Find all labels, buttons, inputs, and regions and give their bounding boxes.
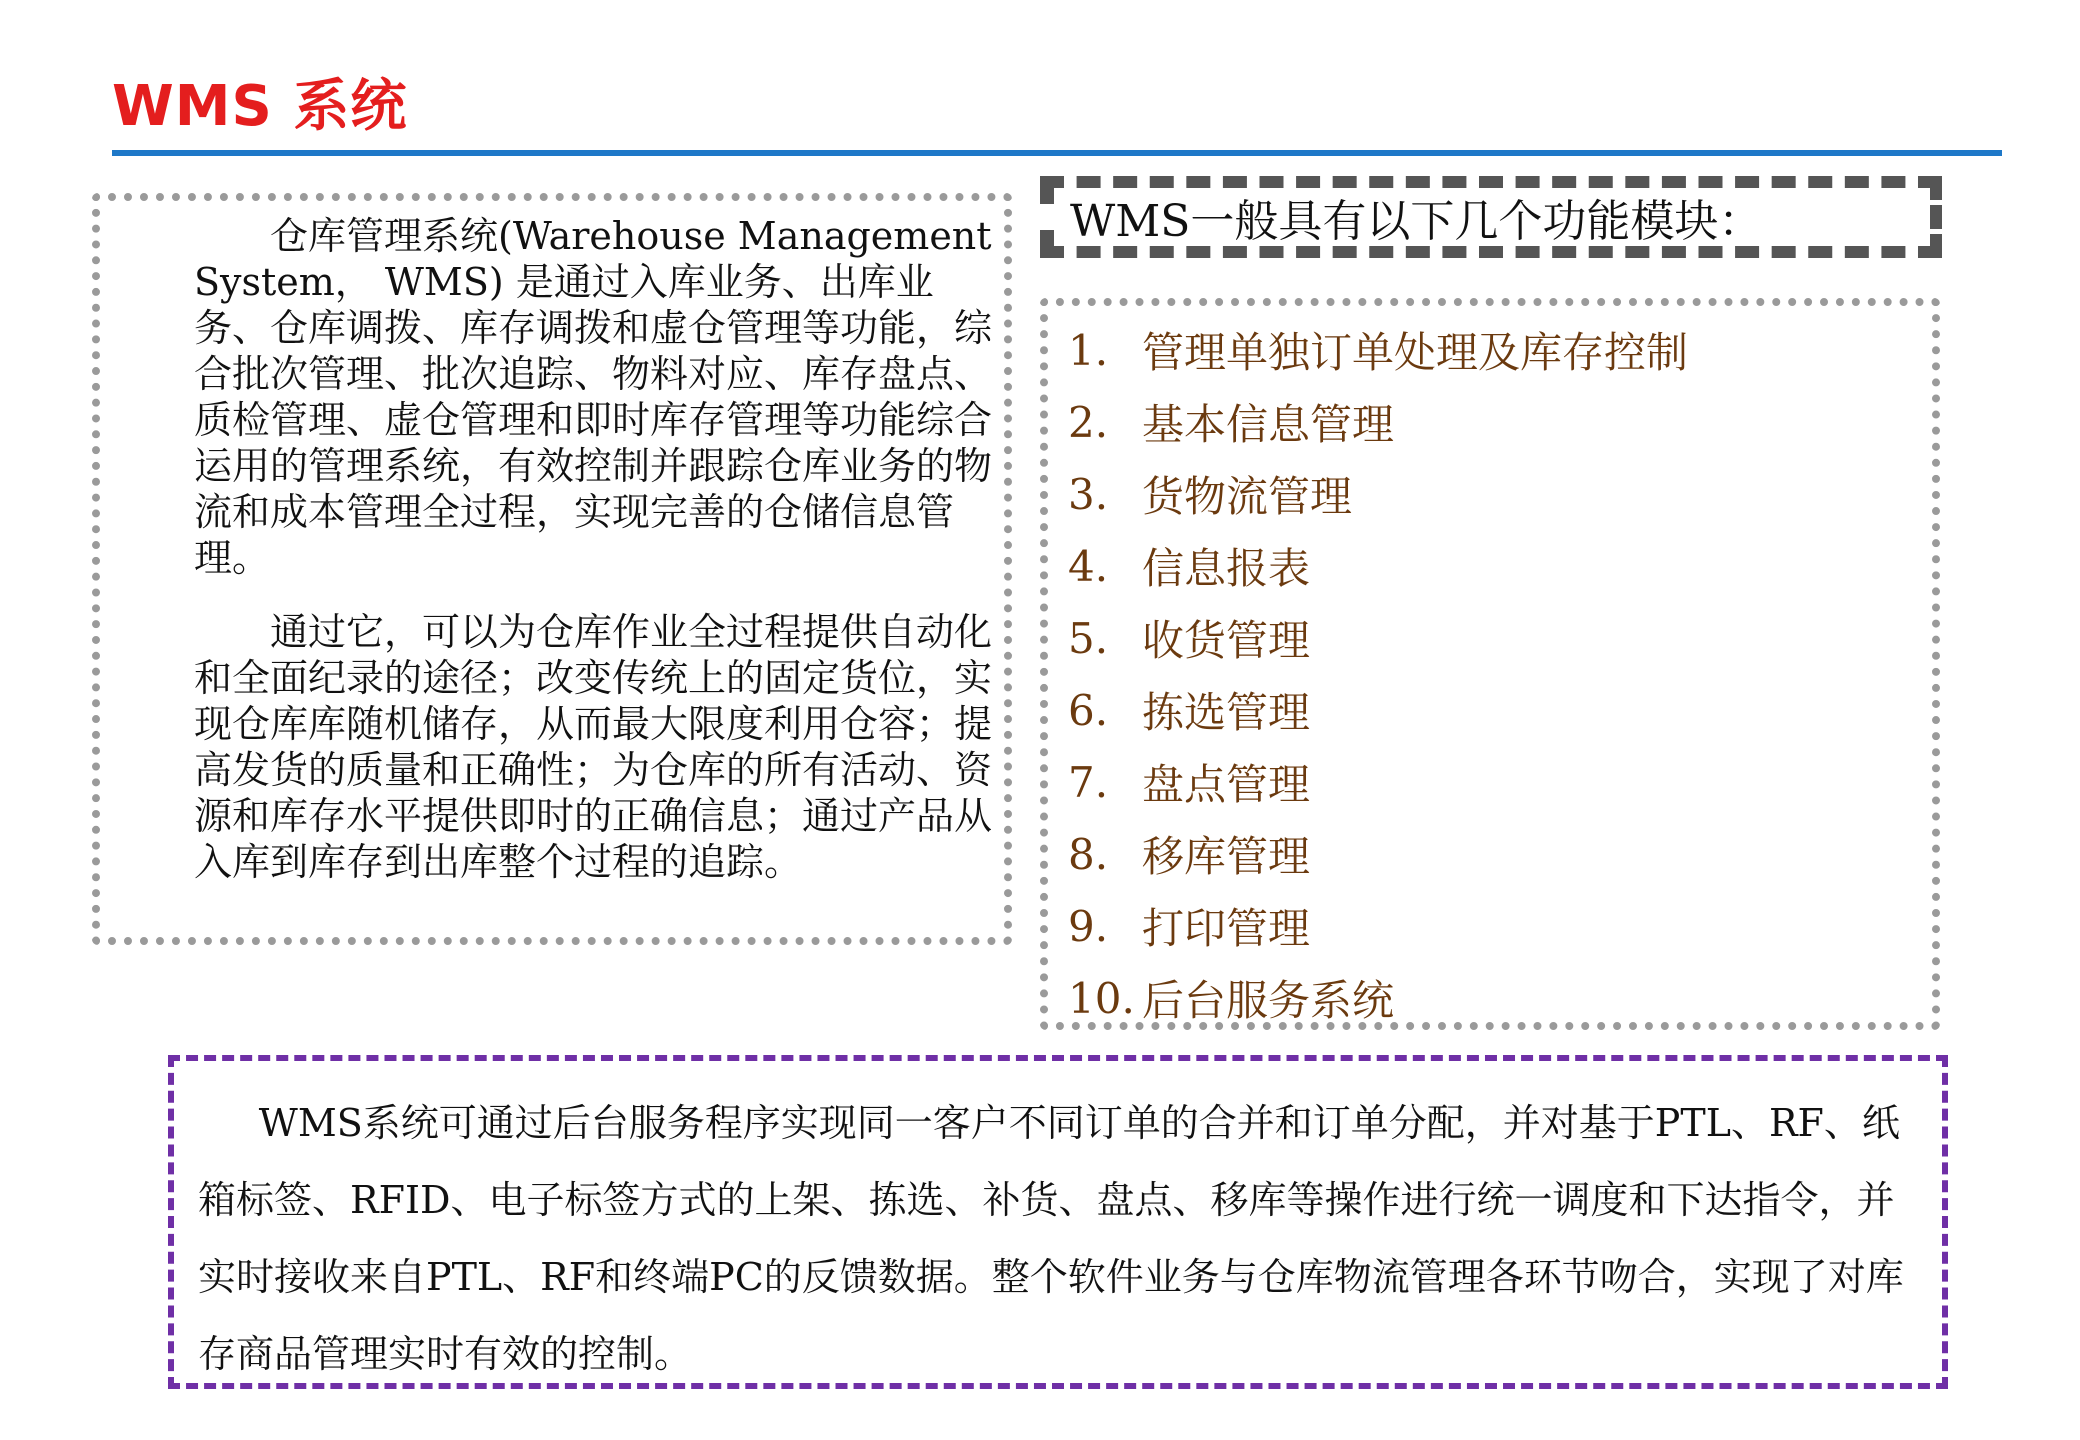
summary-panel [168, 1055, 1948, 1389]
list-item-number: 1. [1068, 325, 1109, 375]
intro-panel [92, 193, 1012, 945]
list-item [1068, 890, 1688, 962]
list-item-label: 盘点管理 [1142, 760, 1311, 809]
summary-text: WMS系统可通过后台服务程序实现同一客户不同订单的合并和订单分配，并对基于PTL、RF、纸箱标签、RFID、电子标签方式的上架、拣选、补货、盘点、移库等操作进行统一调度和下达指令，并实时接收来自PTL、RF和终端PC的反馈数据。整个软件业务与仓库物流管理各环节吻合，实现了对库存商品管理实时有效的控制。 [198, 1101, 1904, 1376]
intro-text [194, 213, 1000, 913]
list-item-label: 信息报表 [1142, 544, 1311, 593]
title-divider [112, 150, 2002, 156]
list-item [1068, 458, 1688, 530]
intro-paragraph-2: 通过它，可以为仓库作业全过程提供自动化和全面纪录的途径；改变传统上的固定货位，实现仓库库随机储存，从而最大限度利用仓容；提高发货的质量和正确性；为仓库的所有活动、资源和库存水平提供即时的正确信息；通过产品从入库到库存到出库整个过程的追踪。 [194, 610, 993, 884]
list-item-number: 7. [1068, 757, 1109, 807]
list-item-number: 6. [1068, 685, 1109, 735]
page-title: WMS 系统 [112, 74, 408, 139]
modules-panel [1040, 298, 1940, 1030]
list-item [1068, 962, 1688, 1034]
intro-paragraph-1: 仓库管理系统(Warehouse Management System， WMS) 是通过入库业务、出库业务、仓库调拨、库存调拨和虚仓管理等功能，综合批次管理、批次追踪、物料对应、库存盘点、质检管理、虚仓管理和即时库存管理等功能综合运用的管理系统，有效控制并跟踪仓库业务的物流和成本管理全过程，实现完善的仓储信息管理。 [194, 214, 993, 580]
list-item [1068, 314, 1688, 386]
list-item-label: 收货管理 [1142, 616, 1311, 665]
modules-heading: WMS一般具有以下几个功能模块： [1070, 196, 1763, 247]
list-item-number: 9. [1068, 901, 1109, 951]
list-item-label: 移库管理 [1142, 832, 1311, 881]
modules-list [1068, 314, 1688, 1034]
list-item-label: 基本信息管理 [1142, 400, 1395, 449]
list-item [1068, 530, 1688, 602]
list-item [1068, 746, 1688, 818]
list-item [1068, 818, 1688, 890]
list-item-number: 3. [1068, 469, 1109, 519]
list-item [1068, 674, 1688, 746]
list-item-label: 货物流管理 [1142, 472, 1353, 521]
list-item-number: 10. [1068, 973, 1135, 1023]
list-item-label: 管理单独订单处理及库存控制 [1142, 328, 1689, 377]
list-item-number: 5. [1068, 613, 1109, 663]
list-item [1068, 386, 1688, 458]
list-item-label: 打印管理 [1142, 904, 1311, 953]
list-item-number: 8. [1068, 829, 1109, 879]
list-item-number: 4. [1068, 541, 1109, 591]
modules-heading-panel [1040, 176, 1942, 258]
list-item-label: 拣选管理 [1142, 688, 1311, 737]
list-item [1068, 602, 1688, 674]
list-item-number: 2. [1068, 397, 1109, 447]
list-item-label: 后台服务系统 [1142, 976, 1395, 1025]
